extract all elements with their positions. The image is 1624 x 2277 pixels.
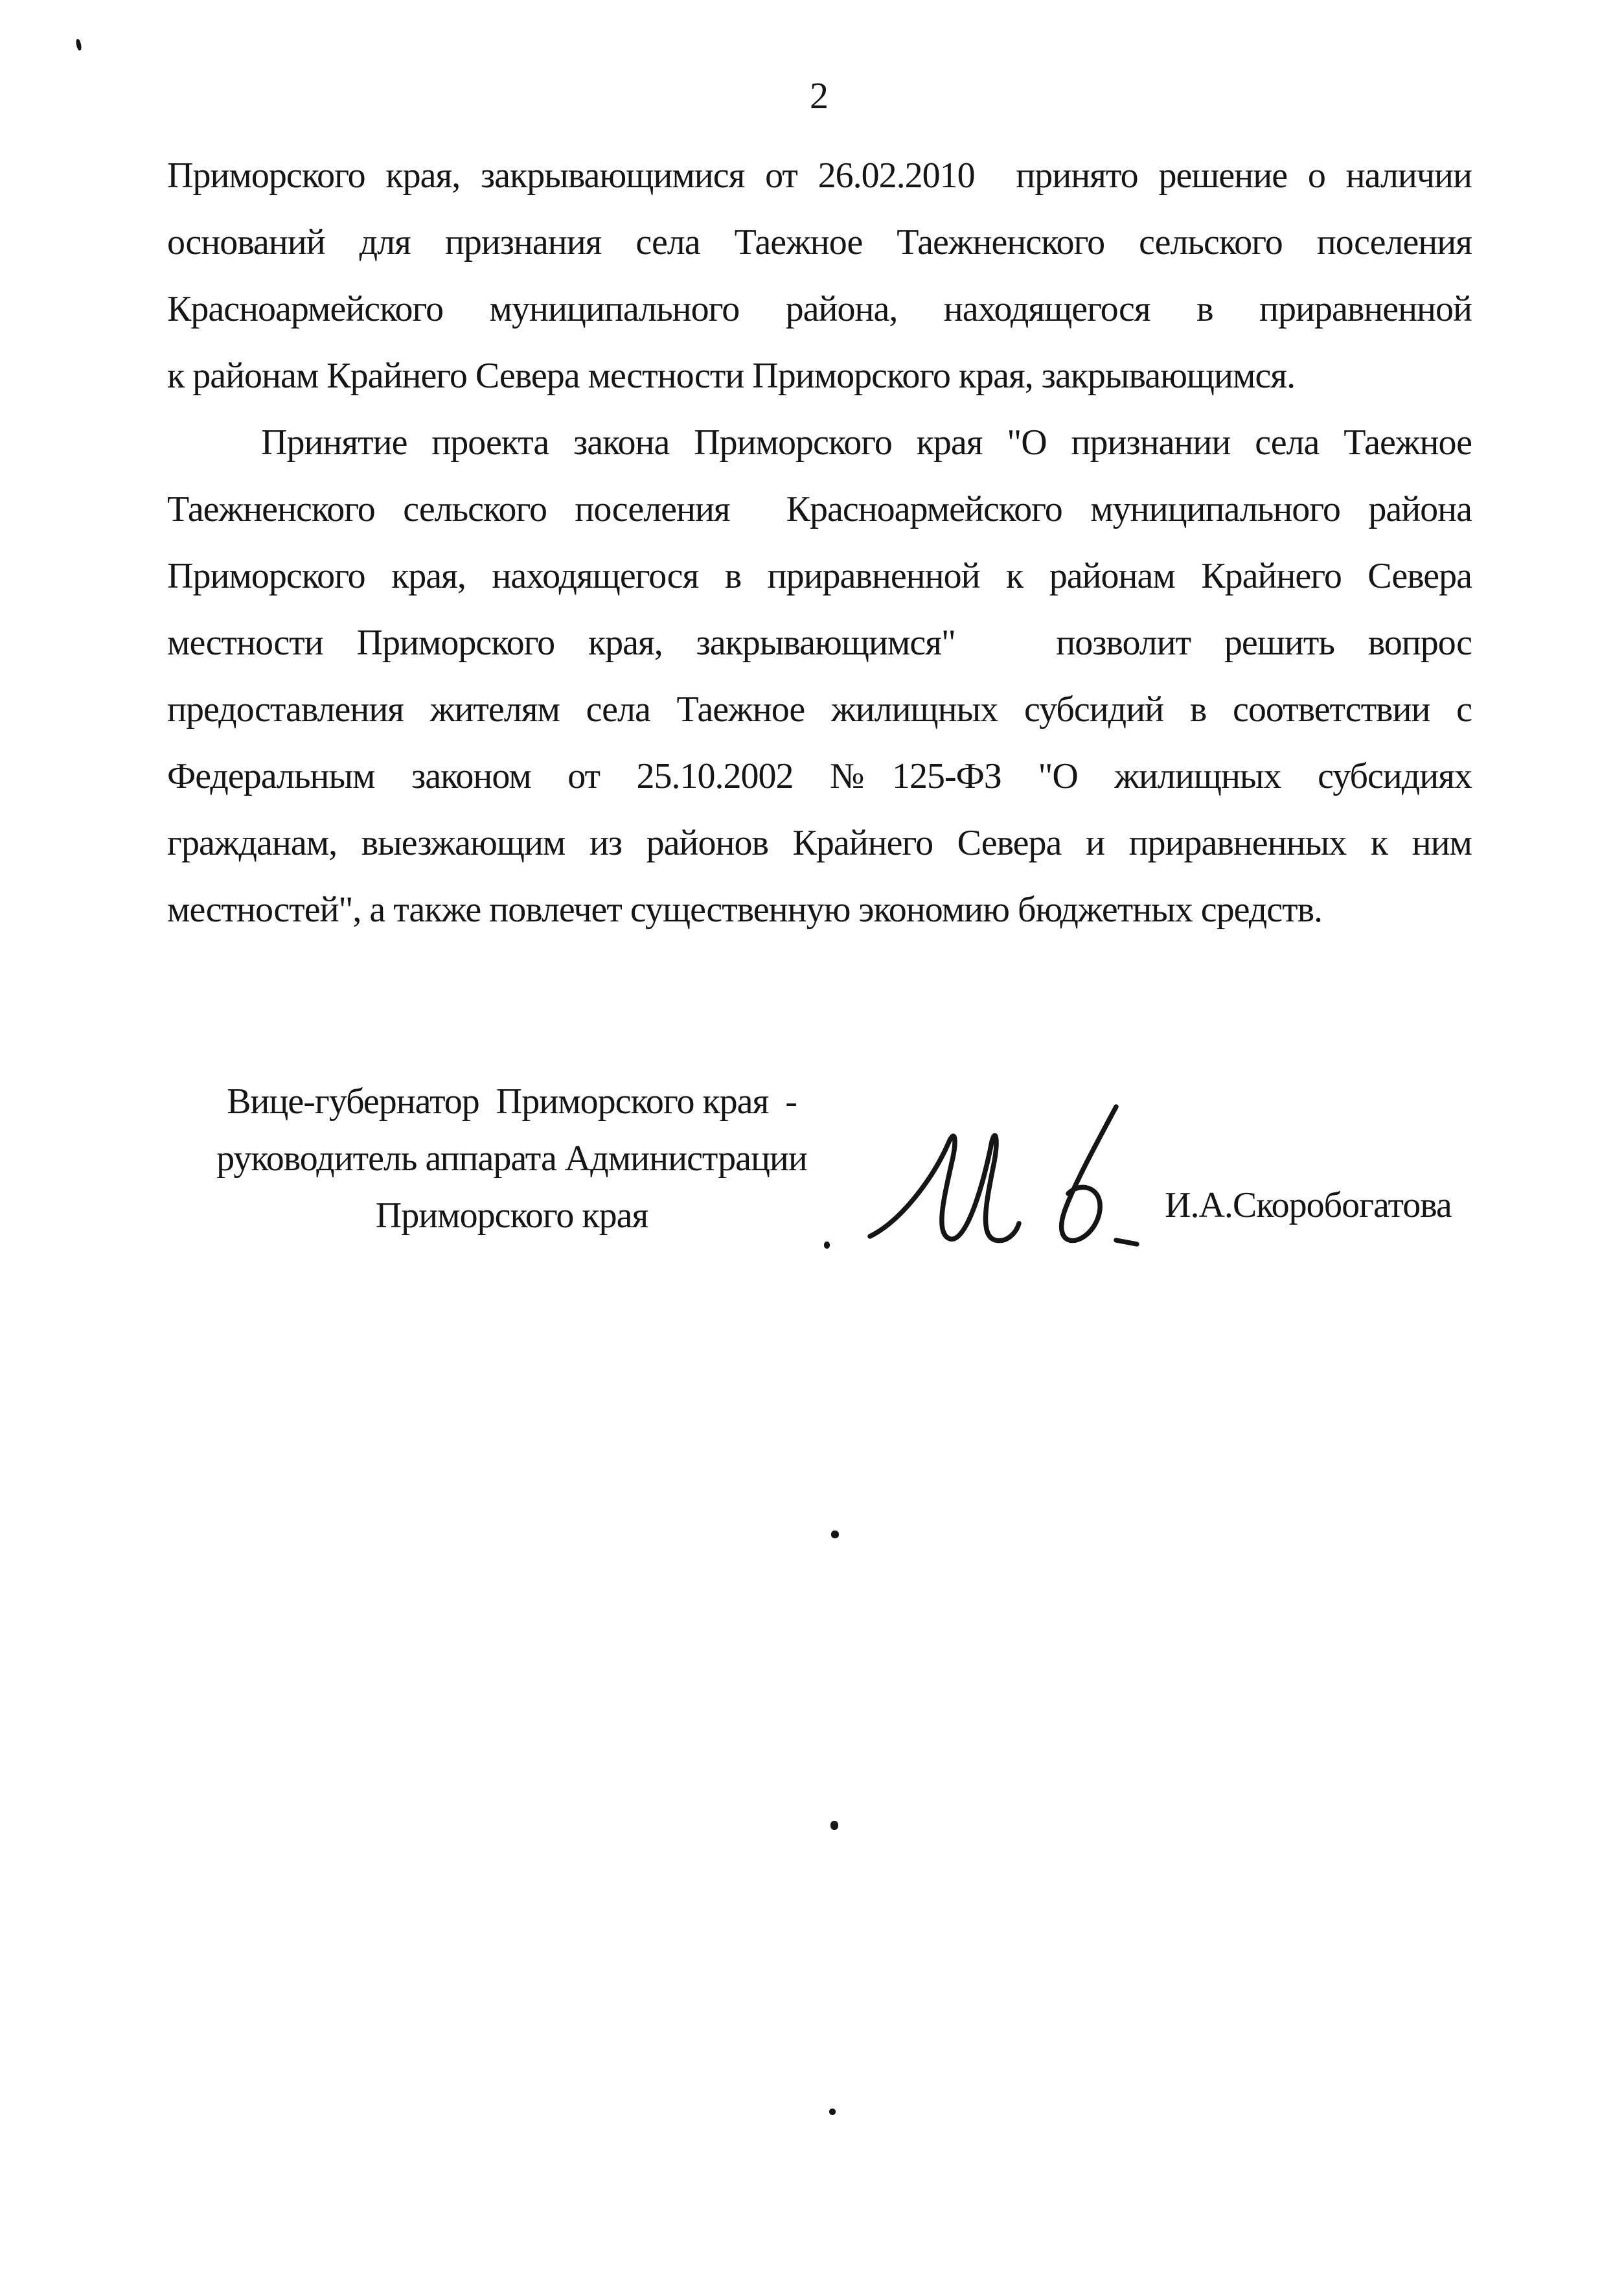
body-text bbox=[167, 143, 1472, 943]
signature-title-line: руководитель аппарата Администрации bbox=[216, 1138, 807, 1179]
text-line: Приморского края, закрывающимися от 26.02.2010 принято решение о наличии bbox=[167, 156, 1472, 196]
signee-name: И.А.Скоробогатова bbox=[1165, 1185, 1452, 1225]
handwritten-signature-icon bbox=[865, 1102, 1163, 1257]
text-line: оснований для признания села Таежное Таежненского сельского поселения bbox=[167, 222, 1472, 262]
text-line: местностей", а также повлечет существенную экономию бюджетных средств. bbox=[167, 890, 1323, 930]
signature-title-line: Вице-губернатор Приморского края - bbox=[227, 1081, 797, 1122]
text-line: местности Приморского края, закрывающимся" позволит решить вопрос bbox=[167, 623, 1472, 663]
scan-speck bbox=[829, 2109, 836, 2115]
text-line: Приморского края, находящегося в приравненной к районам Крайнего Севера bbox=[167, 556, 1472, 596]
page-number: 2 bbox=[810, 75, 829, 117]
scan-speck bbox=[831, 1531, 839, 1538]
signature-title-block bbox=[181, 1073, 842, 1244]
text-line: Таежненского сельского поселения Красноармейского муниципального района bbox=[167, 489, 1472, 529]
signature-stroke-oval bbox=[1062, 1107, 1116, 1241]
text-line: Красноармейского муниципального района, находящегося в приравненной bbox=[167, 289, 1472, 329]
text-line: к районам Крайнего Севера местности Приморского края, закрывающимся. bbox=[167, 356, 1296, 396]
signature-title-line: Приморского края bbox=[375, 1196, 648, 1236]
scan-speck bbox=[824, 1242, 830, 1249]
text-line: предоставления жителям села Таежное жилищных субсидий в соответствии с bbox=[167, 689, 1472, 730]
scan-speck bbox=[830, 1821, 838, 1830]
text-line: гражданам, выезжающим из районов Крайнего Севера и приравненных к ним bbox=[167, 823, 1472, 863]
signature-stroke-loops bbox=[870, 1135, 1019, 1240]
text-line: Принятие проекта закона Приморского края "О признании села Таежное bbox=[261, 422, 1472, 463]
text-line: Федеральным законом от 25.10.2002 №125-ФЗ "О жилищных субсидиях bbox=[167, 756, 1472, 796]
signature-stroke-dash bbox=[1116, 1240, 1137, 1244]
scan-speck bbox=[75, 38, 82, 51]
